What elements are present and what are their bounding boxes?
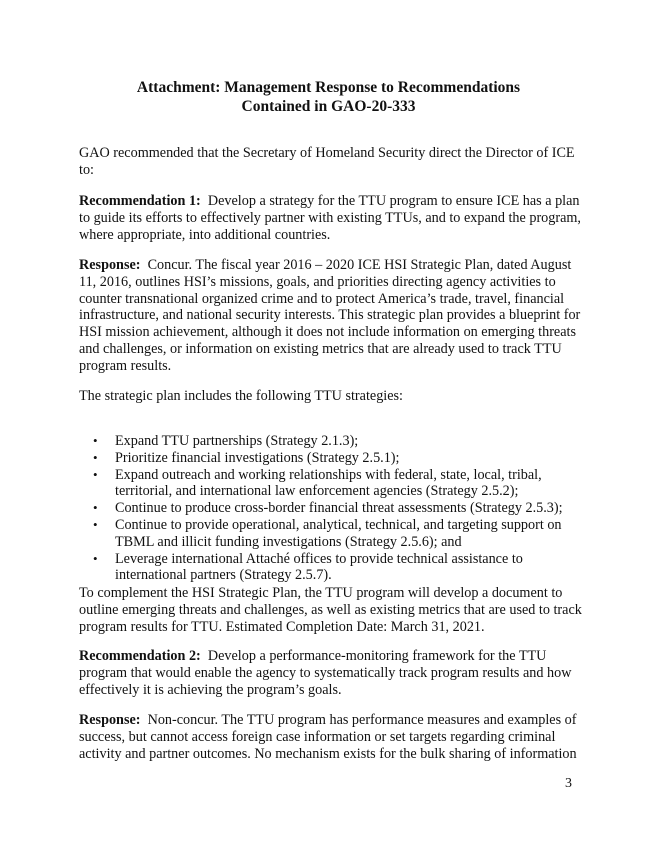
- complement-text: To complement the HSI Strategic Plan, the TTU program will develop a document to outline emerging threats and challenges, as well as existing metrics that are used to track program results for TTU. Estimated Completion Date: March 31, 2021.: [79, 585, 582, 635]
- response-2-text: Non-concur. The TTU program has performance measures and examples of success, but cannot access foreign case information or set targets regarding criminal activity and partner outcomes. No mechanism exists for the bulk sharing of information: [79, 712, 577, 762]
- list-item: • Expand TTU partnerships (Strategy 2.1.3);: [93, 433, 359, 449]
- list-item: • Leverage international Attaché offices to provide technical assistance to international partners (Strategy 2.5.7).: [93, 550, 523, 584]
- intro-paragraph: [79, 145, 584, 179]
- recommendation-2: [79, 648, 584, 698]
- recommendation-1-label: Recommendation 1:: [79, 193, 201, 209]
- response-1: [79, 257, 584, 375]
- list-item: • Expand outreach and working relationships with federal, state, local, tribal, territorial, and international law enforcement agencies (Strategy 2.5.2);: [93, 466, 542, 500]
- response-2-label: Response:: [79, 712, 141, 728]
- title-line-2: Contained in GAO-20-333: [241, 98, 416, 115]
- response-1-text: Concur. The fiscal year 2016 – 2020 ICE HSI Strategic Plan, dated August 11, 2016, outlines HSI’s missions, goals, and priorities directing agency activities to counter transnational organized crime and to protect America’s trade, travel, financial infrastructure, and national security interests. This strategic plan provides a blueprint for HSI mission achievement, although it does not include information on emerging threats and challenges, or information on existing metrics that are already used to track TTU program results.: [79, 257, 581, 374]
- recommendation-1-text: Develop a strategy for the TTU program to ensure ICE has a plan to guide its efforts to effectively partner with existing TTUs, and to expand the program, where appropriate, into additional countries.: [79, 193, 581, 243]
- strategies-intro: [79, 388, 584, 405]
- bullet-icon: •: [93, 449, 98, 465]
- bullet-icon: •: [93, 433, 98, 448]
- complement-paragraph: [79, 585, 584, 635]
- list-item: • Continue to provide operational, analytical, technical, and targeting support on TBML and illicit funding investigations (Strategy 2.5.6); and: [93, 516, 562, 550]
- intro-text: GAO recommended that the Secretary of Homeland Security direct the Director of ICE to:: [79, 145, 575, 178]
- response-2: [79, 712, 584, 762]
- strategies-list: [92, 433, 592, 584]
- document-title: [0, 78, 657, 116]
- strategies-intro-text: The strategic plan includes the following TTU strategies:: [79, 388, 403, 404]
- bullet-icon: •: [93, 500, 98, 516]
- bullet-icon: •: [93, 516, 98, 532]
- bullet-icon: •: [93, 550, 98, 566]
- response-1-label: Response:: [79, 257, 141, 273]
- recommendation-2-text: Develop a performance-monitoring framework for the TTU program that would enable the agency to systematically track program results and how effectively it is achieving the program’s goals.: [79, 648, 572, 698]
- bullet-icon: •: [93, 466, 98, 482]
- recommendation-2-label: Recommendation 2:: [79, 648, 201, 664]
- list-item: • Prioritize financial investigations (Strategy 2.5.1);: [93, 449, 400, 466]
- page-number: 3: [565, 776, 572, 791]
- title-line-1: Attachment: Management Response to Recommendations: [136, 79, 521, 96]
- list-item: • Continue to produce cross-border financial threat assessments (Strategy 2.5.3);: [93, 500, 563, 517]
- recommendation-1: [79, 193, 584, 243]
